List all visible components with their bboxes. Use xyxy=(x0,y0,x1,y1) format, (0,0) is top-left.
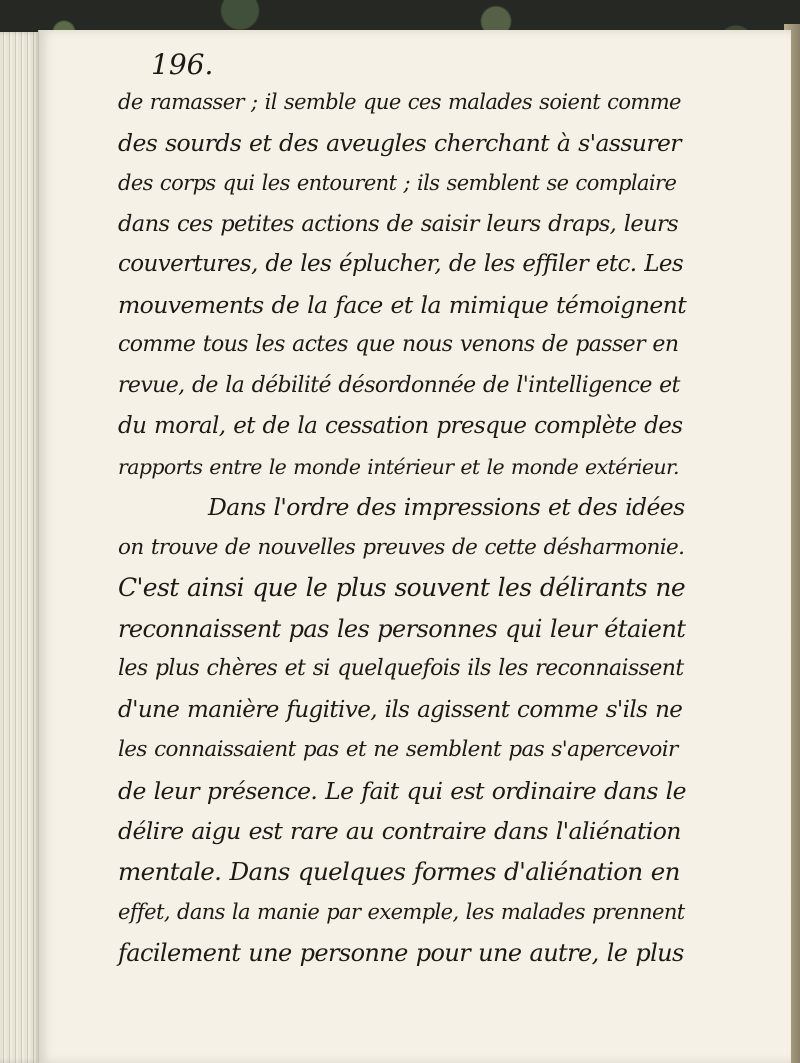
text-line: on trouve de nouvelles preuves de cette désharmonie. xyxy=(118,534,685,560)
text-line: de leur présence. Le fait qui est ordinaire dans le xyxy=(118,776,686,805)
text-line: les plus chères et si quelquefois ils les reconnaissent xyxy=(118,656,684,681)
text-line: reconnaissent pas les personnes qui leur étaient xyxy=(118,614,686,643)
handwritten-text xyxy=(118,82,688,973)
text-line: des sourds et des aveugles cherchant à s'assurer xyxy=(118,128,681,157)
text-line: mouvements de la face et la mimique témoignent xyxy=(118,290,687,319)
text-line: dans ces petites actions de saisir leurs draps, leurs xyxy=(118,210,679,237)
text-line: mentale. Dans quelques formes d'aliénation en xyxy=(118,856,680,886)
text-line: rapports entre le monde intérieur et le monde extérieur. xyxy=(118,454,679,479)
text-line: du moral, et de la cessation presque complète des xyxy=(118,413,683,439)
text-line: délire aigu est rare au contraire dans l'aliénation xyxy=(118,817,681,845)
page-number: 196. xyxy=(151,48,214,81)
page-stack-edge xyxy=(0,32,40,1063)
text-line: revue, de la débilité désordonnée de l'intelligence et xyxy=(118,372,680,398)
text-line: facilement une personne pour une autre, le plus xyxy=(118,938,684,967)
text-line: C'est ainsi que le plus souvent les délirants ne xyxy=(118,573,686,602)
text-line: les connaissaient pas et ne semblent pas s'apercevoir xyxy=(118,737,678,762)
text-line: effet, dans la manie par exemple, les malades prennent xyxy=(118,900,685,924)
text-line: d'une manière fugitive, ils agissent comme s'ils ne xyxy=(118,696,683,723)
text-line: couvertures, de les éplucher, de les effiler etc. Les xyxy=(118,251,684,277)
text-line: des corps qui les entourent ; ils semblent se complaire xyxy=(118,171,677,195)
text-line: Dans l'ordre des impressions et des idées xyxy=(208,493,685,521)
text-line: de ramasser ; il semble que ces malades soient comme xyxy=(118,90,681,114)
text-line: comme tous les actes que nous venons de passer en xyxy=(118,332,679,357)
